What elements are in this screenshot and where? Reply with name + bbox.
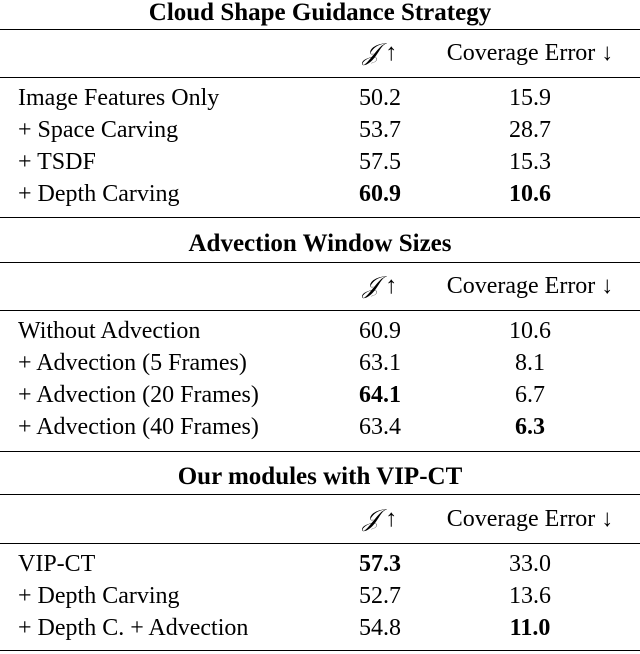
j-value-best: 60.9	[359, 181, 401, 207]
row-label: + Space Carving	[18, 117, 179, 143]
table-row	[0, 379, 640, 411]
j-value: 57.5	[359, 149, 401, 175]
j-value: 60.9	[359, 318, 401, 344]
header-row-1	[0, 37, 640, 69]
table-row	[0, 178, 640, 210]
coverage-error-value: 6.7	[515, 382, 545, 408]
rule-top-1	[0, 29, 640, 30]
rule-bottom-2	[0, 451, 640, 452]
j-value: 53.7	[359, 117, 401, 143]
table-row	[0, 315, 640, 347]
coverage-error-value-best: 10.6	[509, 181, 551, 207]
coverage-error-value-best: 11.0	[509, 615, 551, 641]
rule-mid-2	[0, 310, 640, 311]
table-row	[0, 347, 640, 379]
j-value: 63.1	[359, 350, 401, 376]
row-label: + TSDF	[18, 149, 96, 175]
table-row	[0, 114, 640, 146]
column-header-j: 𝒥 ↑	[362, 40, 398, 66]
column-header-j: 𝒥 ↑	[362, 506, 398, 532]
table-row	[0, 548, 640, 580]
rule-bottom-3	[0, 650, 640, 651]
coverage-error-value: 10.6	[509, 318, 551, 344]
coverage-error-value: 8.1	[515, 350, 545, 376]
row-label: + Depth Carving	[18, 583, 180, 609]
row-label: + Depth C. + Advection	[18, 615, 249, 641]
column-header-coverage-error: Coverage Error ↓	[446, 273, 614, 299]
j-value: 54.8	[359, 615, 401, 641]
row-label: + Advection (40 Frames)	[18, 414, 259, 440]
table-row	[0, 612, 640, 644]
row-label: VIP-CT	[18, 551, 96, 577]
table-row	[0, 411, 640, 443]
j-value-best: 57.3	[359, 551, 401, 577]
column-header-coverage-error: Coverage Error ↓	[446, 506, 614, 532]
section-title-cloud-shape: Cloud Shape Guidance Strategy	[148, 0, 492, 26]
table-row	[0, 146, 640, 178]
coverage-error-value: 28.7	[509, 117, 551, 143]
row-label: + Advection (20 Frames)	[18, 382, 259, 408]
rule-mid-1	[0, 77, 640, 78]
header-row-2	[0, 270, 640, 302]
row-label: Image Features Only	[18, 85, 220, 111]
row-label: + Advection (5 Frames)	[18, 350, 247, 376]
j-value: 63.4	[359, 414, 401, 440]
j-value: 50.2	[359, 85, 401, 111]
column-header-j: 𝒥 ↑	[362, 273, 398, 299]
rule-top-3	[0, 494, 640, 495]
rule-bottom-1	[0, 217, 640, 218]
row-label: Without Advection	[18, 318, 201, 344]
coverage-error-value: 33.0	[509, 551, 551, 577]
coverage-error-value: 15.3	[509, 149, 551, 175]
j-value: 52.7	[359, 583, 401, 609]
column-header-coverage-error: Coverage Error ↓	[446, 40, 614, 66]
coverage-error-value: 15.9	[509, 85, 551, 111]
table-row	[0, 82, 640, 114]
row-label: + Depth Carving	[18, 181, 180, 207]
section-title-advection: Advection Window Sizes	[188, 230, 452, 257]
coverage-error-value-best: 6.3	[515, 414, 545, 440]
section-title-vip-ct: Our modules with VIP-CT	[177, 463, 463, 490]
j-value-best: 64.1	[359, 382, 401, 408]
header-row-3	[0, 503, 640, 535]
table-row	[0, 580, 640, 612]
rule-mid-3	[0, 543, 640, 544]
rule-top-2	[0, 262, 640, 263]
coverage-error-value: 13.6	[509, 583, 551, 609]
